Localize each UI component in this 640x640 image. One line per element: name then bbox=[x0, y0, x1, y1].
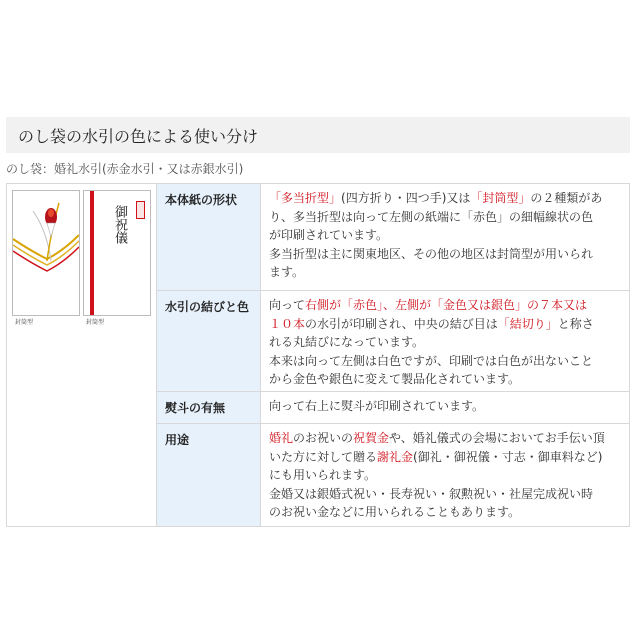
table-row bbox=[157, 424, 629, 526]
body-text: (四方折り・四つ手)又は bbox=[341, 191, 471, 205]
body-text: (御礼・御祝儀・寸志・御車料など) bbox=[413, 449, 603, 464]
body-text: 本来は向って左側は白色ですが、印刷では白色が出ないこと bbox=[269, 353, 594, 368]
body-text: や、婚礼儀式の会場においてお手伝い頂 bbox=[389, 431, 605, 445]
envelope-text: 御祝儀 bbox=[112, 205, 127, 244]
body-text: 向って bbox=[269, 298, 306, 312]
row-header: 本体紙の形状 bbox=[157, 184, 261, 290]
row-content bbox=[261, 184, 629, 290]
body-text: のお祝いの bbox=[293, 431, 354, 445]
page-title-text: のし袋の水引の色による使い分け bbox=[18, 126, 259, 146]
body-text: いた方に対して贈る bbox=[269, 449, 378, 464]
highlight-text: 祝賀金 bbox=[353, 431, 390, 445]
body-text: から金色や銀色に変えて製品化されています。 bbox=[269, 372, 521, 386]
row-header: 水引の結びと色 bbox=[157, 291, 261, 391]
envelope-image-left bbox=[12, 190, 80, 326]
row-header: 熨斗の有無 bbox=[157, 392, 261, 423]
right-envelope-caption: 封筒型 bbox=[86, 319, 105, 326]
body-text: 多当折型は主に関東地区、その他の地区は封筒型が用いられ bbox=[269, 246, 594, 261]
highlight-text: 「結切り」 bbox=[497, 316, 558, 331]
body-text: が印刷されています。 bbox=[269, 228, 389, 242]
row-header: 用途 bbox=[157, 424, 261, 526]
highlight-text: 右側が「赤色」、左側が「金色又は銀色」の７本又は bbox=[305, 298, 588, 312]
envelope-image-right bbox=[83, 190, 151, 326]
info-table bbox=[6, 183, 630, 527]
highlight-text: 婚礼 bbox=[269, 431, 294, 445]
highlight-text: 謝礼金 bbox=[377, 449, 414, 464]
envelope-image-cell bbox=[7, 184, 157, 526]
row-content bbox=[261, 424, 629, 526]
table-row bbox=[157, 291, 629, 392]
body-text: ます。 bbox=[269, 265, 305, 279]
body-text: にも用いられます。 bbox=[269, 468, 377, 482]
red-center-band bbox=[90, 191, 94, 315]
body-text: と称さ bbox=[557, 316, 594, 331]
body-text: り、多当折型は向って左側の紙端に「赤色」の細幅線状の色 bbox=[269, 209, 594, 224]
page-title bbox=[6, 117, 630, 153]
row-content bbox=[261, 392, 629, 423]
highlight-text: 「封筒型」 bbox=[470, 191, 531, 205]
row-content bbox=[261, 291, 629, 391]
body-text: 向って右上に熨斗が印刷されています。 bbox=[269, 399, 485, 413]
highlight-text: 「多当折型」 bbox=[269, 191, 342, 205]
left-envelope-caption: 封筒型 bbox=[15, 319, 34, 326]
table-row bbox=[157, 184, 629, 291]
table-row bbox=[157, 392, 629, 424]
body-text: のお祝い金などに用いられることもあります。 bbox=[269, 505, 521, 519]
red-stamp-icon bbox=[136, 201, 145, 219]
body-text: れる丸結びになっています。 bbox=[269, 335, 425, 349]
mizuhiki-knot-graphic bbox=[13, 191, 79, 315]
body-text: の水引が印刷され、中央の結び目は bbox=[305, 316, 498, 331]
highlight-text: １０本 bbox=[269, 316, 306, 331]
subtitle: のし袋：婚礼水引(赤金水引・又は赤銀水引) bbox=[6, 162, 244, 176]
body-text: の２種類があ bbox=[530, 191, 603, 205]
body-text: 金婚又は銀婚式祝い・長寿祝い・叙勲祝い・社屋完成祝い時 bbox=[269, 486, 594, 501]
